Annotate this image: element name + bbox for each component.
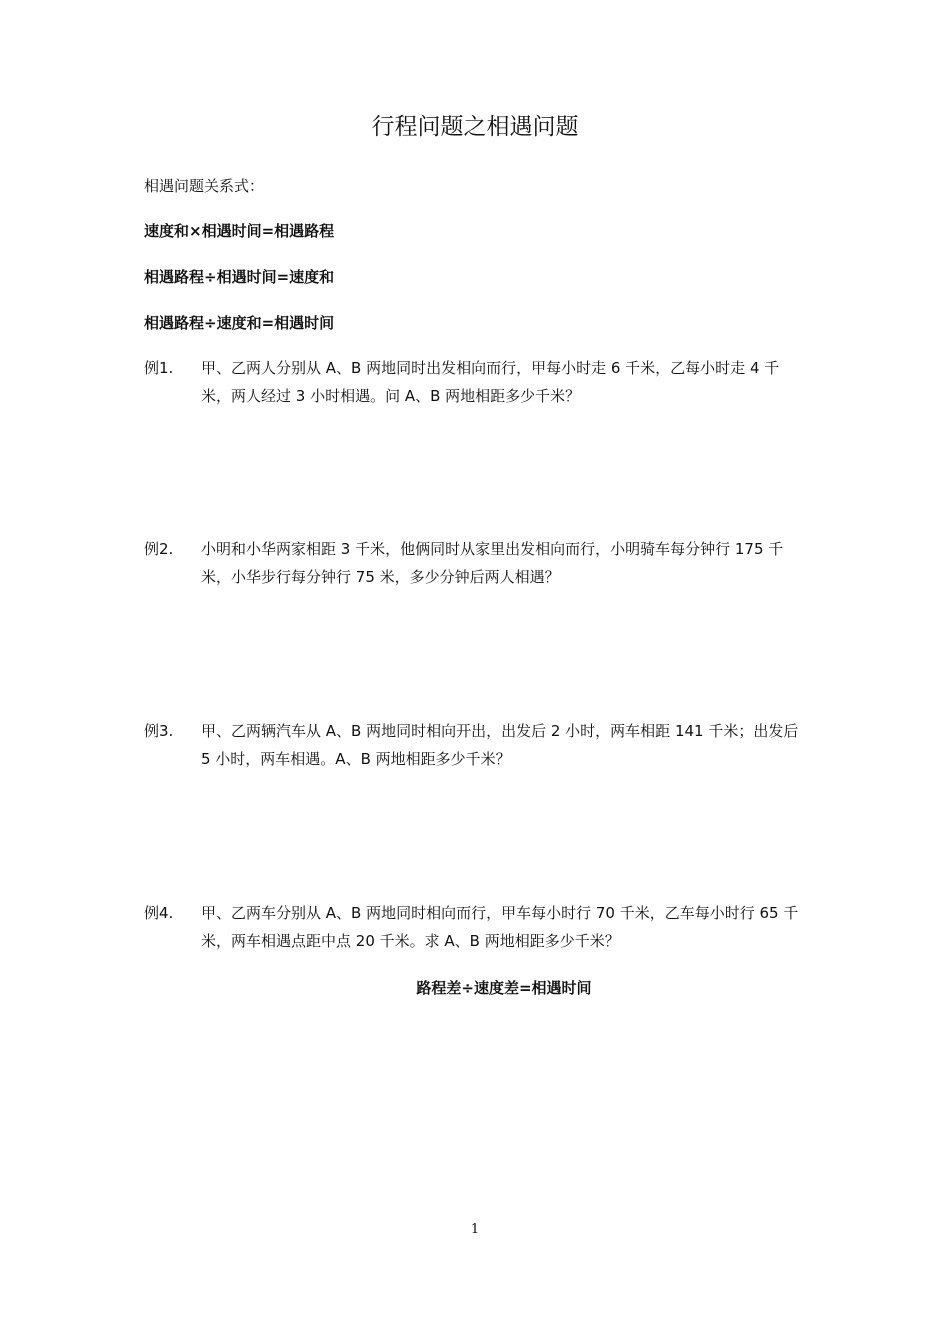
example-3-text: 甲、乙两辆汽车从 A、B 两地同时相向开出，出发后 2 小时，两车相距 141 千米；出发后 5 小时，两车相遇。A、B 两地相距多少千米？ [201, 722, 799, 768]
example-1-text: 甲、乙两人分别从 A、B 两地同时出发相向而行，甲每小时走 6 千米，乙每小时走 4 千米，两人经过 3 小时相遇。问 A、B 两地相距多少千米？ [201, 359, 780, 405]
intro-text: 相遇问题关系式： [144, 177, 265, 195]
example-2-text: 小明和小华两家相距 3 千米，他俩同时从家里出发相向而行，小明骑车每分钟行 175 千米，小华步行每分钟行 75 米，多少分钟后两人相遇？ [201, 540, 784, 586]
example-4 [144, 899, 804, 955]
formula-1: 速度和×相遇时间=相遇路程 [144, 222, 335, 240]
example-4-text: 甲、乙两车分别从 A、B 两地同时相向而行，甲车每小时行 70 千米，乙车每小时行 65 千米，两车相遇点距中点 20 千米。求 A、B 两地相距多少千米？ [201, 904, 799, 950]
example-2 [144, 535, 804, 591]
example-1 [144, 354, 804, 410]
formula-3: 相遇路程÷速度和=相遇时间 [144, 314, 335, 332]
example-1-label: 例1. [144, 359, 174, 377]
sub-formula: 路程差÷速度差=相遇时间 [416, 979, 592, 997]
page-title: 行程问题之相遇问题 [371, 114, 579, 140]
example-3 [144, 717, 804, 773]
example-3-label: 例3. [144, 722, 174, 740]
formula-2: 相遇路程÷相遇时间=速度和 [144, 268, 335, 286]
page-number: 1 [470, 1222, 480, 1237]
example-4-label: 例4. [144, 904, 174, 922]
example-2-label: 例2. [144, 540, 174, 558]
